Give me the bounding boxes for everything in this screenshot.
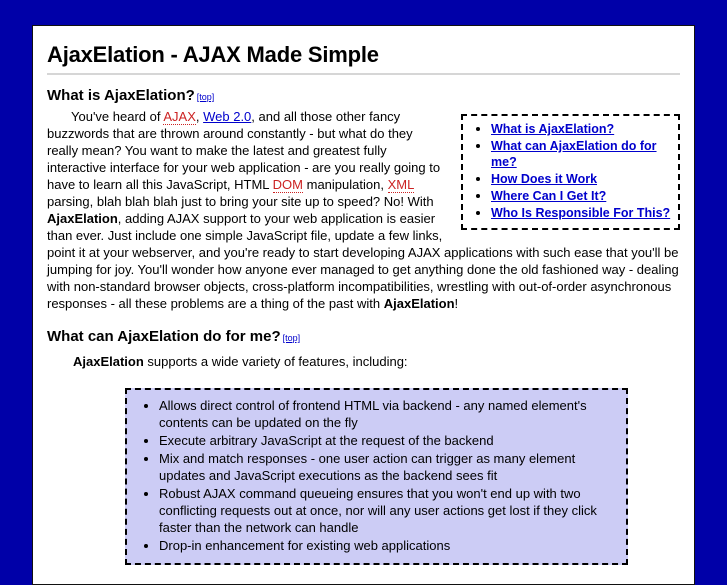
- page-content-area: [32, 25, 695, 585]
- features-lead-paragraph: [73, 353, 680, 370]
- list-item: [491, 205, 672, 221]
- features-box: [125, 388, 628, 565]
- list-item: [491, 121, 672, 137]
- nav-link-who-is-responsible[interactable]: Who Is Responsible For This?: [491, 206, 671, 220]
- nav-link-what-can-it-do[interactable]: What can AjaxElation do for me?: [491, 139, 657, 169]
- list-item: • Execute arbitrary JavaScript at the request of the backend: [159, 432, 618, 449]
- page-title: AjaxElation - AJAX Made Simple: [47, 42, 379, 67]
- acronym-dom[interactable]: DOM: [272, 177, 304, 192]
- top-link-what-can-it-do[interactable]: [top]: [282, 333, 301, 343]
- section-heading-what-can-it-do: [47, 328, 680, 345]
- brand-name-bold-3: AjaxElation: [73, 354, 144, 369]
- paragraph-text-3: , and all those other fancy buzzwords that are thrown around constantly - but what do they really mean? You want to make the latest and greatest fully interactive interface for your web application - are you really going to have to learn all this JavaScript, HTML: [47, 109, 441, 192]
- brand-name-bold-2: AjaxElation: [383, 296, 455, 311]
- nav-link-what-is-ajaxelation[interactable]: What is AjaxElation?: [491, 122, 615, 136]
- table-of-contents-list: [465, 121, 672, 221]
- features-lead-text: supports a wide variety of features, including:: [143, 354, 408, 369]
- features-list: [131, 397, 618, 554]
- section-heading-what-is-label: What is AjaxElation?: [47, 87, 195, 104]
- section-heading-what-can-it-do-label: What can AjaxElation do for me?: [47, 328, 281, 345]
- nav-link-how-does-it-work[interactable]: How Does it Work: [491, 172, 598, 186]
- list-item: [491, 138, 672, 170]
- list-item: • Mix and match responses - one user action can trigger as many element updates and JavaScript executions as the backend sees fit: [159, 450, 618, 484]
- list-item: [491, 188, 672, 204]
- brand-name-bold-1: AjaxElation: [47, 211, 118, 226]
- table-of-contents-box: [461, 114, 680, 230]
- paragraph-text-6: , adding AJAX support to your web application is easier than ever. Just include one simple JavaScript file, update a few links, point it at your webserver, and you're ready to start developing AJAX applications with such ease that you'll be jumping for joy. You'll wonder how anyone ever managed to get anything done the old fashioned way - dealing with non-standard browser objects, cross-platform incompatibilities, wrestling with out-of-order asynchronous responses - all these problems are a thing of the past with: [47, 211, 679, 311]
- paragraph-text-7: !: [454, 296, 459, 311]
- acronym-ajax[interactable]: AJAX: [163, 109, 196, 124]
- paragraph-text-4: manipulation,: [303, 177, 388, 192]
- list-item: • Robust AJAX command queueing ensures that you won't end up with two conflicting requests out at once, nor will any user actions get lost if they click faster than the network can handle: [159, 485, 618, 536]
- list-item: • Drop-in enhancement for existing web applications: [159, 537, 618, 554]
- list-item: • Allows direct control of frontend HTML via backend - any named element's contents can be updated on the fly: [159, 397, 618, 431]
- paragraph-text-2: ,: [195, 109, 204, 124]
- paragraph-text-5: parsing, blah blah blah just to bring your site up to speed? No! With: [47, 194, 434, 209]
- section-heading-what-is: [47, 87, 680, 104]
- top-link-what-is[interactable]: [top]: [196, 92, 215, 102]
- nav-link-where-can-i-get-it[interactable]: Where Can I Get It?: [491, 189, 607, 203]
- acronym-xml[interactable]: XML: [387, 177, 414, 192]
- paragraph-text-1: You've heard of: [71, 109, 164, 124]
- link-web-2-0[interactable]: Web 2.0: [203, 109, 252, 124]
- title-divider: [47, 73, 680, 75]
- list-item: [491, 171, 672, 187]
